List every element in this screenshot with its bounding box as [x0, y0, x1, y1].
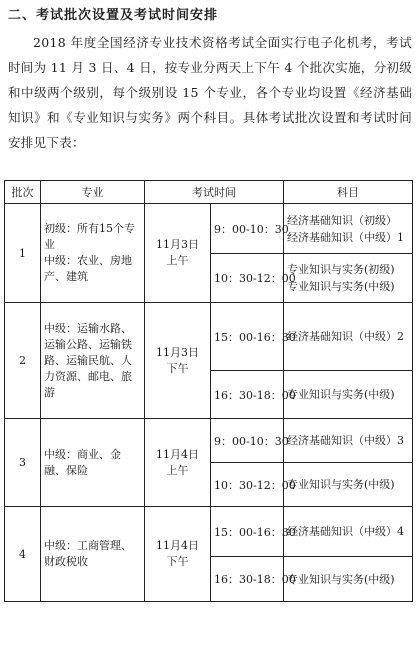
batch-number: 3 [5, 419, 41, 507]
subject-cell [284, 463, 413, 507]
time-slot: 10：30-12：00 [211, 463, 284, 507]
cell-line: 专业知识与实务(中级) [287, 478, 395, 491]
date-cell [145, 204, 211, 303]
batch-number: 4 [5, 507, 41, 602]
time-slot: 16：30-18：00 [211, 371, 284, 419]
cell-line: 专业知识与实务(中级) [287, 572, 395, 586]
subject-cell [284, 254, 413, 303]
header-major: 专业 [41, 181, 145, 204]
major-cell [41, 419, 145, 507]
cell-line: 中级：商业、金融、保险 [44, 447, 121, 477]
time-slot: 16：30-18：00 [211, 557, 284, 602]
cell-line: 专业知识与实务(初级) [287, 263, 395, 276]
cell-line: 下午 [166, 361, 189, 375]
header-batch: 批次 [5, 181, 41, 204]
major-cell [41, 303, 145, 419]
cell-line: 11月4日 [156, 539, 199, 552]
subject-cell [284, 419, 413, 463]
subject-cell [284, 303, 413, 371]
table-row [5, 204, 413, 254]
subject-cell [284, 371, 413, 419]
exam-schedule-table [4, 180, 413, 602]
cell-line: 初级：所有15个专业 [44, 222, 135, 251]
cell-line: 上午 [166, 254, 189, 267]
intro-paragraph: 2018 年度全国经济专业技术资格考试全面实行电子化机考，考试时间为 11 月 3 日、4 日，按专业分两天上下午 4 个批次实施，分初级和中级两个级别，每个级别设 15 个专业，各个专业均设置《经济基础知识》和《专业知识与实务》两个科目。具体考试批次设置和考试时间安排见下表： [8, 35, 412, 150]
date-cell [145, 303, 211, 419]
cell-line: 中级：农业、房地产、建筑 [44, 254, 132, 283]
date-cell [145, 507, 211, 602]
table-header-row [5, 181, 413, 204]
date-cell [145, 419, 211, 507]
time-slot: 10：30-12：00 [211, 254, 284, 303]
major-cell [41, 507, 145, 602]
subject-cell [284, 507, 413, 557]
time-slot: 9：00-10：30 [211, 419, 284, 463]
header-subject: 科目 [284, 181, 413, 204]
cell-line: 专业知识与实务(中级) [287, 280, 395, 293]
subject-cell [284, 557, 413, 602]
table-row [5, 303, 413, 371]
cell-line: 11月3日 [156, 238, 199, 251]
cell-line: 下午 [166, 555, 189, 568]
cell-line: 11月4日 [156, 447, 199, 461]
section-heading: 二、考试批次设置及考试时间安排 [8, 8, 219, 23]
cell-line: 经济基础知识（中级）4 [287, 525, 404, 538]
cell-line: 中级：工商管理、财政税收 [44, 539, 132, 568]
header-exam-time: 考试时间 [145, 181, 284, 204]
time-slot: 9：00-10：30 [211, 204, 284, 254]
cell-line: 中级：运输水路、运输公路、运输铁路、运输民航、人力资源、邮电、旅游 [44, 321, 132, 399]
major-cell [41, 204, 145, 303]
batch-number: 1 [5, 204, 41, 303]
cell-line: 经济基础知识（初级） [287, 213, 397, 227]
table-row [5, 419, 413, 463]
subject-cell [284, 204, 413, 254]
time-slot: 15：00-16：30 [211, 507, 284, 557]
table-row [5, 507, 413, 557]
time-slot: 15：00-16：30 [211, 303, 284, 371]
cell-line: 专业知识与实务(中级) [287, 388, 395, 401]
cell-line: 经济基础知识（中级）2 [287, 330, 404, 343]
batch-number: 2 [5, 303, 41, 419]
cell-line: 经济基础知识（中级）3 [287, 434, 404, 447]
cell-line: 经济基础知识（中级）1 [287, 230, 404, 244]
cell-line: 11月3日 [156, 345, 199, 359]
cell-line: 上午 [166, 463, 189, 477]
